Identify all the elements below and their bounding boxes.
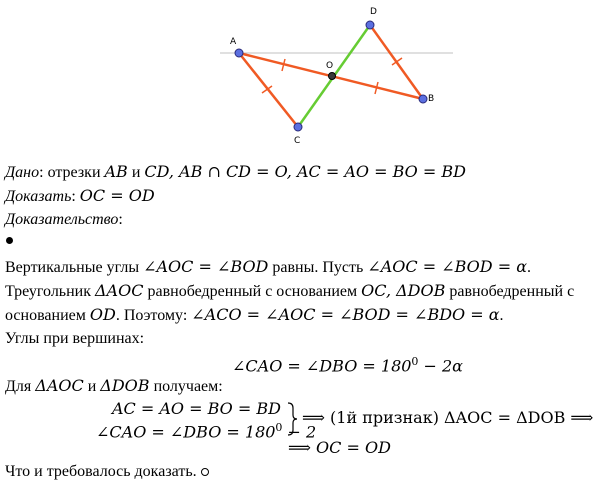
label-c: C (294, 136, 301, 146)
para3-text-1: основанием (5, 307, 90, 324)
para5-text-1: Для (5, 378, 36, 395)
label-a: A (230, 37, 237, 47)
right-brace (286, 402, 298, 436)
para1-text-1: Вертикальные углы (5, 259, 144, 276)
para1-text-2: равны. Пусть (268, 259, 368, 276)
point-a (235, 49, 243, 57)
para4-line (5, 330, 144, 348)
formula1-sup: 0 (411, 355, 419, 368)
para2-line (5, 282, 574, 301)
formula1-right: − 2α (418, 356, 463, 376)
para5-text-2: и (83, 378, 101, 395)
label-o: O (326, 61, 334, 71)
system-conclusion-2 (288, 439, 391, 458)
qed-text: Что и требовалось доказать. (5, 463, 197, 480)
system-conclusion-1 (302, 409, 593, 428)
prove-line (5, 187, 155, 206)
given-line (5, 163, 466, 182)
para3-math-1: OD (89, 305, 116, 324)
segment-ac (239, 53, 298, 127)
para3-line (5, 306, 504, 325)
qed-line (5, 463, 209, 481)
para4-text: Углы при вершинах: (5, 330, 145, 347)
given-label: Дано (5, 164, 40, 181)
para3-text-3: . (499, 307, 504, 324)
given-text-1: : отрезки (39, 164, 105, 181)
para2-text-3: равнобедренный с (445, 283, 575, 300)
proof-heading (5, 211, 123, 229)
para3-text-2: . Поэтому: (115, 307, 192, 324)
system-conclusion-1-text: ⟹ (1й признак) ΔAOC = ΔDOB ⟹ (302, 408, 594, 427)
para5-math-1: ΔAOC (35, 376, 84, 395)
para3-math-2: ∠ACO = ∠AOC = ∠BOD = ∠BDO = α (191, 305, 500, 324)
para2-text-1: Треугольник (5, 283, 95, 300)
system-line-1 (112, 400, 281, 419)
given-math-1: AB (104, 162, 128, 181)
para5-math-2: ΔDOB (100, 376, 150, 395)
prove-label: Доказать (5, 188, 72, 205)
para1-line (5, 258, 531, 277)
geometry-figure (0, 0, 600, 160)
proof-label: Доказательство (5, 211, 119, 228)
prove-colon: : (71, 188, 80, 205)
bullet-icon (6, 237, 13, 244)
label-b: B (428, 94, 435, 104)
para2-text-2: равнобедренный с основанием (143, 283, 362, 300)
para5-text-3: получаем: (149, 378, 223, 395)
system-line2-left: ∠CAO = ∠DBO = 180 (96, 422, 276, 442)
prove-math: OC = OD (79, 186, 155, 205)
proof-colon: : (118, 211, 123, 228)
system-conclusion-2-text: ⟹ OC = OD (288, 438, 391, 457)
para5-line (5, 377, 223, 396)
qed-circle-icon (201, 468, 209, 476)
para1-text-3: . (527, 259, 531, 276)
label-d: D (370, 7, 377, 17)
system-line2-right: − 2 (282, 422, 317, 442)
point-o (329, 73, 336, 80)
system-line1: AC = AO = BO = BD (112, 399, 281, 418)
para2-math-1: ΔAOC (95, 281, 144, 300)
system-line2-sup: 0 (275, 421, 283, 434)
para2-math-2: OC, ΔDOB (361, 281, 446, 300)
point-b (419, 95, 427, 103)
point-c (294, 123, 302, 131)
point-d (366, 21, 374, 29)
system-line-2 (96, 419, 316, 442)
given-math-2: CD, AB ∩ CD = O, AC = AO = BO = BD (144, 162, 466, 181)
para1-math-1: ∠AOC = ∠BOD (143, 257, 269, 276)
para1-math-2: ∠AOC = ∠BOD = α (367, 257, 527, 276)
formula1-line (232, 353, 463, 376)
formula1-left: ∠CAO = ∠DBO = 180 (232, 356, 412, 376)
given-text-2: и (127, 164, 145, 181)
